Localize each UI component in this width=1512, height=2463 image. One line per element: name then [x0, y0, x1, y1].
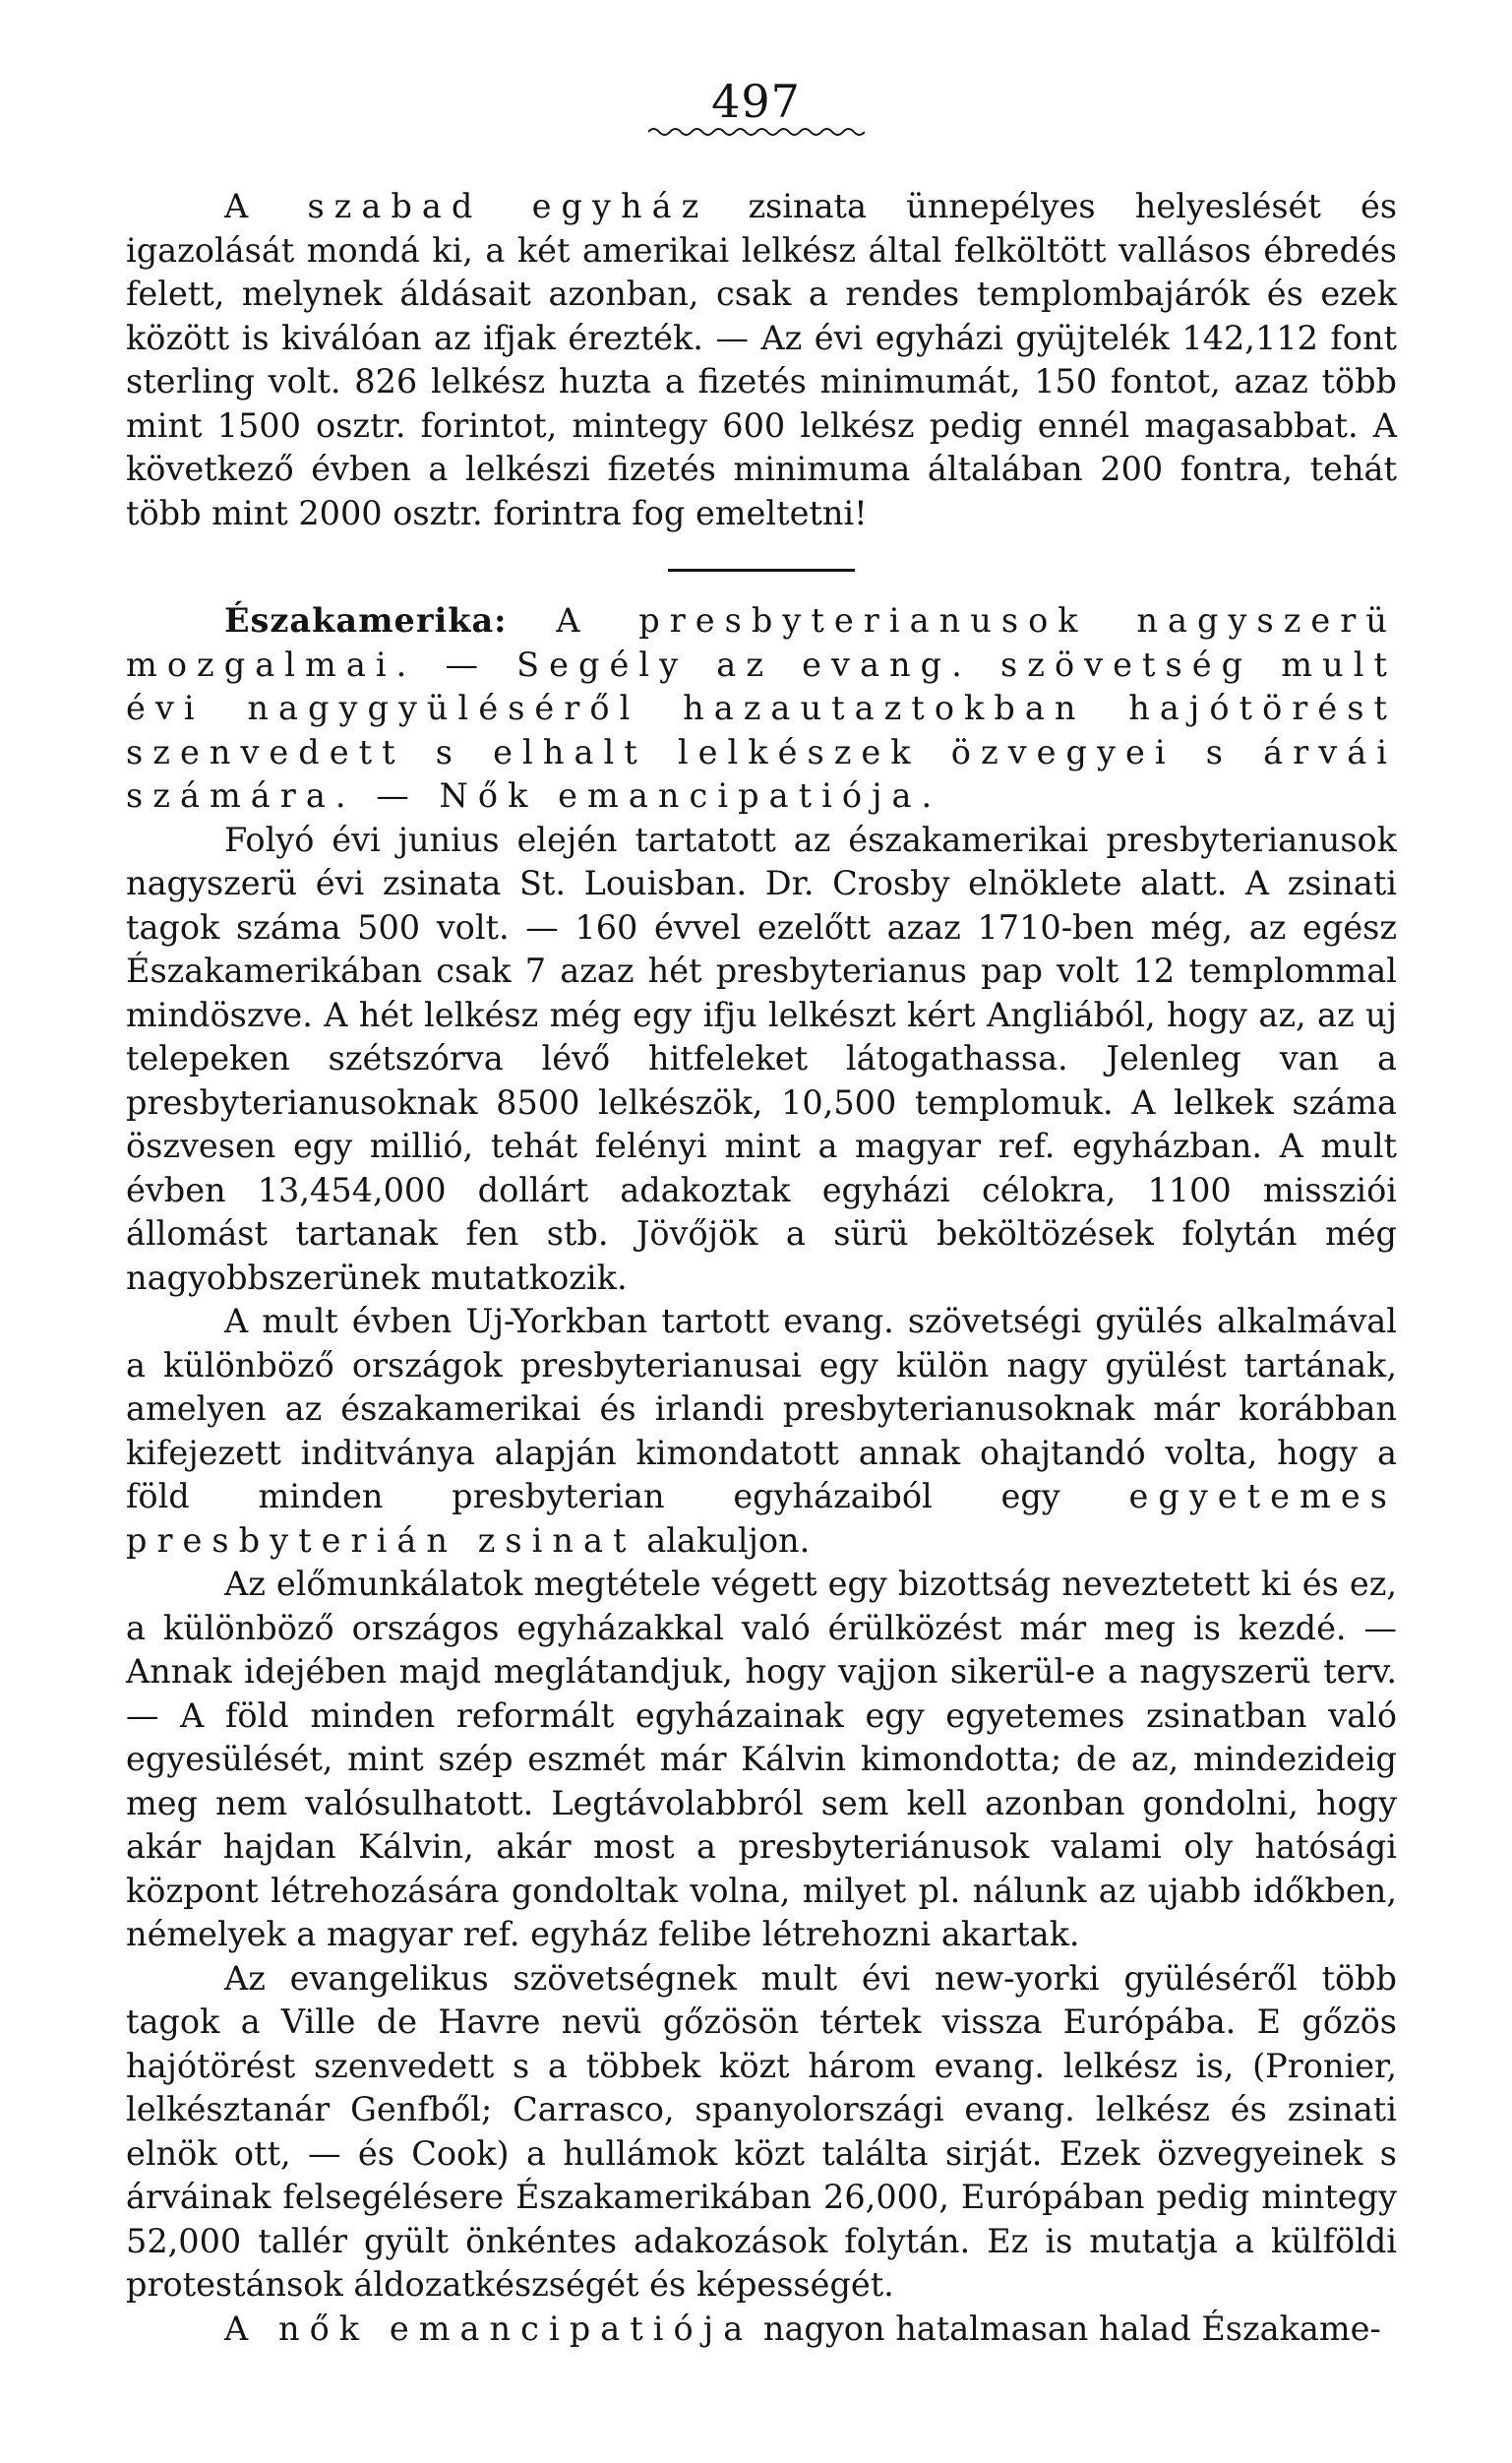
paragraph-free-church	[126, 185, 1397, 535]
paragraph-emancipation	[126, 2308, 1397, 2352]
section-topics: A presbyterianusok nagyszerü mozgalmai. — Segély az evang. szövetség mult évi nagygyüléséről hazautaztokban hajótörést szenvedett s elhalt lelkészek özvegyei s árvái számára. — Nők emancipatiója.	[126, 601, 1397, 815]
page-header	[0, 77, 1512, 138]
paragraph-preparations: Az előmunkálatok megtétele végett egy bizottság neveztetett ki és ez, a különböző országos egyházakkal való érülközést már meg is kezdé. — Annak idejében majd meglátandjuk, hogy vajjon sikerül-e a nagyszerü terv. — A föld minden reformált egyházainak egy egyetemes zsinatban való egyesülését, mint szép eszmét már Kálvin kimondotta; de az, mindezideig meg nem valósulhatott. Legtávolabbról sem kell azonban gondolni, hogy akár hajdan Kálvin, akár most a presbyteriánusok valami oly hatósági központ létrehozására gondoltak volna, milyet pl. nálunk az ujabb időkben, némelyek a magyar ref. egyház felibe létrehozni akartak.	[126, 1565, 1397, 1953]
paragraph-text: zsinata ünnepélyes helyeslését és igazolását mondá ki, a két amerikai lelkész által felköltött vallásos ébredés felett, melynek áldásait azonban, csak a rendes templombajárók és ezek között is kiválóan az ifjak érezték. — Az évi egyházi gyüjtelék 142,112 font sterling volt. 826 lelkész huzta a fizetés minimumát, 150 fontot, azaz több mint 1500 osztr. forintot, mintegy 600 lelkész pedig ennél magasabbat. A következő évben a lelkészi fizetés minimuma általában 200 fontra, tehát több mint 2000 osztr. forintra fog emeltetni!	[126, 187, 1398, 532]
spaced-lead: A szabad egyház	[224, 187, 709, 225]
paragraph-text-tail: alakuljon.	[635, 1520, 811, 1560]
paragraph-text: A mult évben Uj-Yorkban tartott evang. szövetségi gyülés alkalmával a különböző országok presbyterianusai egy külön nagy gyülést tartának, amelyen az északamerikai és irlandi presbyterianusoknak már korábban kifejezett inditványa alapján kimondatott annak ohajtandó volta, hogy a föld minden presbyterian egyházaiból egy	[126, 1302, 1397, 1515]
region-title: Északamerika:	[224, 601, 508, 640]
paragraph-shipwreck: Az evangelikus szövetségnek mult évi new-yorki gyüléséről több tagok a Ville de Havre nevü gőzösön tértek vissza Európába. E gőzös hajótörést szenvedett s a többek közt három evang. lelkész is, (Pronier, lelkésztanár Genfből; Carrasco, spanyolországi evang. lelkész és zsinati elnök ott, — és Cook) a hullámok közt találta sirját. Ezek özvegyeinek s árváinak felsegélésere Északamerikában 26,000, Európában pedig mintegy 52,000 tallér gyült önkéntes adakozások folytán. Ez is mutatja a külföldi protestánsok áldozatkészségét és képességét.	[126, 1958, 1397, 2304]
article-body	[126, 185, 1397, 2351]
section-divider	[668, 569, 855, 572]
spaced-lead: A nők emancipatiója	[224, 2309, 754, 2348]
page-number: 497	[711, 75, 801, 128]
spaced-emphasis: egyetemes presbyterián zsinat	[126, 1477, 1397, 1560]
paragraph-alliance-meeting	[126, 1300, 1397, 1563]
paragraph-synod: Folyó évi junius elején tartatott az északamerikai presbyterianusok nagyszerü évi zsinata St. Louisban. Dr. Crosby elnöklete alatt. A zsinati tagok száma 500 volt. — 160 évvel ezelőtt azaz 1710-ben még, az egész Északamerikában csak 7 azaz hét presbyterianus pap volt 12 templommal mindöszve. A hét lelkész még egy ifju lelkészt kért Angliából, hogy az, az uj telepeken szétszórva lévő hitfeleket látogathassa. Jelenleg van a presbyterianusoknak 8500 lelkészök, 10,500 templomuk. A lelkek száma öszvesen egy millió, tehát felényi mint a magyar ref. egyházban. A mult évben 13,454,000 dollárt adakoztak egyházi célokra, 1100 missziói állomást tartanak fen stb. Jövőjök a sürü beköltözések folytán még nagyobbszerünek mutatkozik.	[126, 820, 1397, 1297]
section-heading	[126, 599, 1397, 819]
paragraph-text: nagyon hatalmasan halad Északame-	[753, 2309, 1381, 2348]
